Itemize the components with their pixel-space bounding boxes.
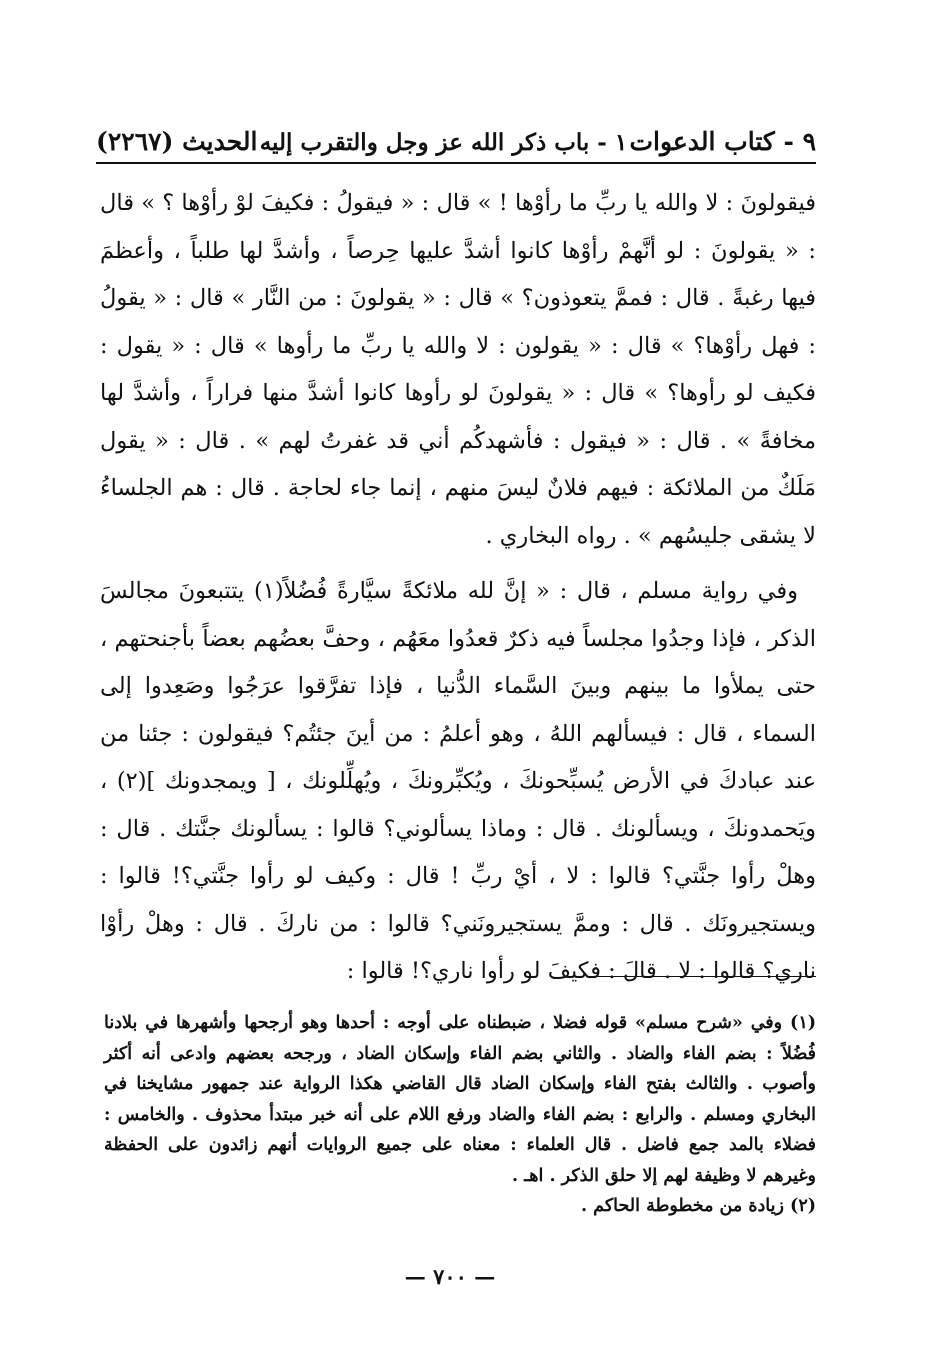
- page-number: — ٧٠٠ —: [404, 1264, 496, 1289]
- hadith-number: الحديث (٢٢٦٧): [96, 127, 258, 156]
- main-text: [100, 180, 816, 996]
- chapter-title: ٩ - كتاب الدعوات: [629, 127, 816, 156]
- running-header: [96, 112, 816, 156]
- paragraph: فيقولونَ : لا والله يا ربِّ ما رأوْها ! » قال : « فيقولُ : فكيفَ لوْ رأوْها ؟ » قال : « يقولونَ : لو أنَّهمْ رأوْها كانوا أشدَّ عليها حِرصاً ، وأشدَّ لها طلباً ، وأعظمَ فيها رغبةً . قال : فممَّ يتعوذون؟ » قال : « يقولونَ : من النَّار » قال : « يقولُ : فهل رأوْها؟ » قال : « يقولون : لا والله يا ربِّ ما رأوها » قال : « يقول : فكيف لو رأوها؟ » قال : « يقولونَ لو رأوها كانوا أشدَّ منها فراراً ، وأشدَّ لها مخافةً » . قال : « فيقول : فأشهدكُم أني قد غفرتُ لهم » . قال : « يقول مَلَكٌ من الملائكة : فيهم فلانٌ ليسَ منهم ، إنما جاء لحاجة . قال : هم الجلساءُ لا يشقى جليسُهم » . رواه البخاري .: [100, 190, 816, 549]
- footnotes: [104, 1008, 816, 1222]
- footnote: (١) وفي «شرح مسلم» قوله فضلا ، ضبطناه على أوجه : أحدها وهو أرجحها وأشهرها في بلادنا فُضُلاً : بضم الفاء والضاد . والثاني بضم الفاء وإسكان الضاد ، ورجحه بعضهم وادعى أنه أكثر وأصوب . والثالث بفتح الفاء وإسكان الضاد قال القاضي هكذا الرواية عند جمهور مشايخنا في البخاري ومسلم . والرابع : بضم الفاء والضاد ورفع اللام على أنه خبر مبتدأ محذوف . والخامس : فضلاء بالمد جمع فاضل . قال العلماء : معناه على جميع الروايات أنهم زائدون على الحفظة وغيرهم لا وظيفة لهم إلا حلق الذكر . اهـ .: [104, 1013, 816, 1186]
- footnote: (٢) زيادة من مخطوطة الحاكم .: [580, 1196, 816, 1216]
- footnote-separator: [590, 976, 816, 977]
- header-rule: [96, 162, 816, 164]
- section-title: ١ - باب ذكر الله عز وجل والتقرب إليه: [259, 129, 628, 156]
- paragraph: وفي رواية مسلم ، قال : « إنَّ لله ملائكةً سيَّارةً فُضُلاً(١) يتتبعونَ مجالسَ الذكر ، فإذا وجدُوا مجلساً فيه ذكرٌ قعدُوا معَهُم ، وحفَّ بعضُهم بعضاً بأجنحتهم ، حتى يملأوا ما بينهم وبينَ السَّماء الدُّنيا ، فإذا تفرَّقوا عرَجُوا وصَعِدوا إلى السماء ، قال : فيسألهم اللهُ ، وهو أعلمُ : من أينَ جئتُم؟ فيقولون : جئنا من عند عبادكَ في الأرض يُسبِّحونكَ ، ويُكبِّرونكَ ، ويُهلِّلونك ، [ ويمجدونك ](٢) ، ويَحمدونكَ ، ويسألونك . قال : وماذا يسألوني؟ قالوا : يسألونك جنَّتك . قال : وهلْ رأوا جنَّتي؟ قالوا : لا ، أيْ ربِّ ! قال : وكيف لو رأوا جنَّتي؟! قالوا : ويستجيرونَك . قال : وممَّ يستجيرونَني؟ قالوا : من ناركَ . قال : وهلْ رأوْا ناري؟ قالوا : لا . قالَ : فكيفَ لو رأوا ناري؟! قالوا :: [100, 578, 816, 984]
